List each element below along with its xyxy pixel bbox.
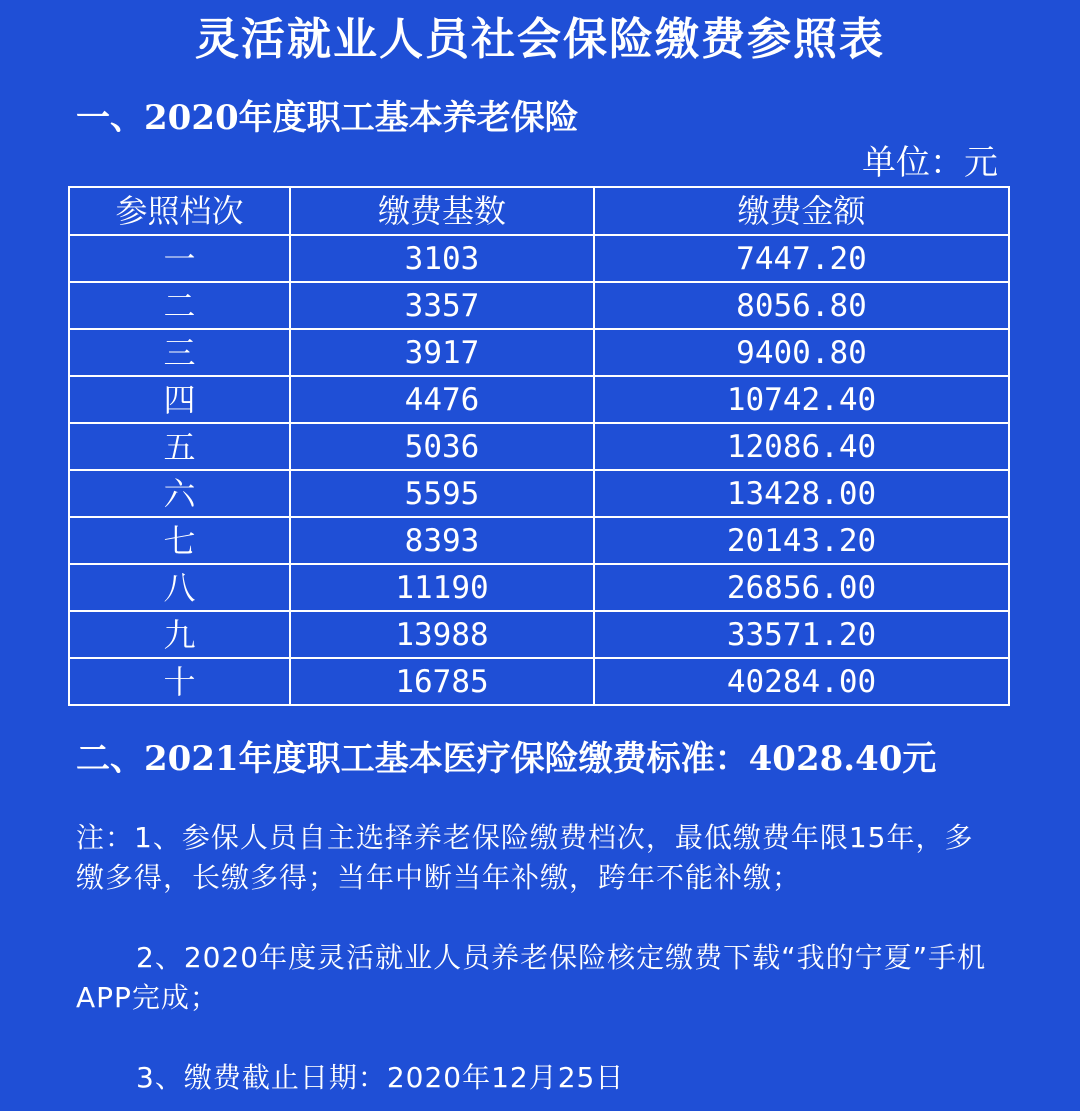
cell-amount: 12086.40: [594, 423, 1009, 470]
cell-amount: 26856.00: [594, 564, 1009, 611]
cell-grade: 一: [69, 235, 290, 282]
cell-base: 3917: [290, 329, 594, 376]
cell-grade: 五: [69, 423, 290, 470]
column-header-base: 缴费基数: [290, 187, 594, 235]
cell-base: 13988: [290, 611, 594, 658]
table-row: [69, 611, 1009, 658]
cell-base: 3357: [290, 282, 594, 329]
table-row: [69, 329, 1009, 376]
table-row: [69, 235, 1009, 282]
cell-grade: 九: [69, 611, 290, 658]
table-row: [69, 423, 1009, 470]
table-header-row: [69, 187, 1009, 235]
table-row: [69, 564, 1009, 611]
cell-base: 11190: [290, 564, 594, 611]
cell-grade: 七: [69, 517, 290, 564]
cell-grade: 四: [69, 376, 290, 423]
cell-base: 16785: [290, 658, 594, 705]
cell-amount: 8056.80: [594, 282, 1009, 329]
column-header-grade: 参照档次: [69, 187, 290, 235]
note-3: 3、缴费截止日期：2020年12月25日: [136, 1061, 625, 1094]
cell-amount: 40284.00: [594, 658, 1009, 705]
cell-grade: 二: [69, 282, 290, 329]
cell-grade: 三: [69, 329, 290, 376]
cell-grade: 八: [69, 564, 290, 611]
table-row: [69, 470, 1009, 517]
section-pension-heading: 一、2020年度职工基本养老保险: [76, 98, 579, 138]
cell-amount: 10742.40: [594, 376, 1009, 423]
cell-amount: 13428.00: [594, 470, 1009, 517]
cell-base: 3103: [290, 235, 594, 282]
cell-base: 8393: [290, 517, 594, 564]
table-row: [69, 658, 1009, 705]
column-header-amount: 缴费金额: [594, 187, 1009, 235]
cell-base: 5595: [290, 470, 594, 517]
cell-grade: 六: [69, 470, 290, 517]
pension-contribution-table: [68, 186, 1010, 706]
cell-amount: 20143.20: [594, 517, 1009, 564]
cell-amount: 7447.20: [594, 235, 1009, 282]
cell-grade: 十: [69, 658, 290, 705]
note-2: 2、2020年度灵活就业人员养老保险核定缴费下载“我的宁夏”手机APP完成；: [76, 941, 987, 1014]
note-1: 注：1、参保人员自主选择养老保险缴费档次，最低缴费年限15年，多缴多得，长缴多得；当年中断当年补缴，跨年不能补缴；: [76, 821, 974, 894]
cell-base: 4476: [290, 376, 594, 423]
cell-base: 5036: [290, 423, 594, 470]
cell-amount: 9400.80: [594, 329, 1009, 376]
table-body: [69, 235, 1009, 705]
table-row: [69, 376, 1009, 423]
unit-label: 单位：元: [862, 143, 998, 183]
table-row: [69, 517, 1009, 564]
section-medical-heading: 二、2021年度职工基本医疗保险缴费标准：4028.40元: [76, 739, 937, 779]
table-row: [69, 282, 1009, 329]
page-title: 灵活就业人员社会保险缴费参照表: [195, 14, 885, 65]
cell-amount: 33571.20: [594, 611, 1009, 658]
